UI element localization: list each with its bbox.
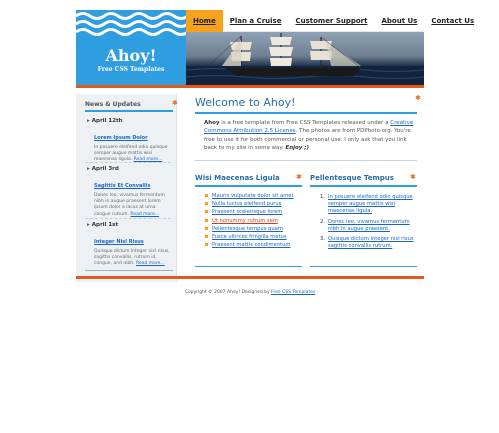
star-icon: ✱: [415, 94, 421, 102]
read-more-link[interactable]: Read more...: [130, 211, 160, 217]
list-number: 2.: [320, 218, 325, 225]
news-date: ▸ April 3rd: [87, 166, 171, 172]
news-item: [87, 118, 171, 164]
sidebar-title-underline: [85, 110, 173, 112]
license-link[interactable]: Creative Commons Attribution 2.5 License: [204, 120, 414, 135]
column-bottom-rule: [310, 266, 417, 267]
news-date: ▸ April 1st: [87, 222, 171, 228]
read-more-link[interactable]: Read more...: [136, 261, 165, 267]
link-list: [205, 192, 293, 249]
column-underline: [195, 185, 302, 187]
star-icon: ✱: [296, 173, 302, 181]
page-title: Welcome to Ahoy!: [195, 96, 296, 109]
column-title: Wisi Maecenas Ligula: [195, 174, 280, 182]
list-item[interactable]: [320, 236, 416, 250]
title-underline: [195, 112, 417, 114]
nav-contact-us[interactable]: Contact Us: [431, 17, 475, 25]
nav-customer-support[interactable]: Customer Support: [295, 17, 368, 25]
list-item[interactable]: [320, 194, 416, 216]
designer-link[interactable]: Free CSS Templates: [271, 290, 316, 295]
column-bottom-rule: [195, 266, 302, 267]
list-item-link[interactable]: Praesent mattis condimentum: [205, 241, 293, 249]
intro-text: . The photos are from PDPhoto.org. You're free to use it for both commercial or personal use. I only ask that you link back to my site in some way.: [204, 128, 411, 151]
news-item: [87, 222, 171, 268]
news-headline-link[interactable]: Sagittis Et Convallis: [94, 183, 151, 189]
news-headline-link[interactable]: Integer Nisl Risus: [94, 239, 144, 245]
news-divider: [85, 162, 171, 163]
news-date: ▸ April 12th: [87, 118, 171, 124]
header-divider: [76, 85, 424, 88]
logo-subtitle: Free CSS Templates: [97, 66, 165, 73]
main-nav: [186, 10, 475, 32]
copyright-text: Copyright © 2007 Ahoy! Designed by: [184, 290, 272, 295]
news-body: [94, 249, 171, 268]
news-body-text: Quisque dictum integer nisl risus, sagittis convallis, rutrum id, congue, and nibh.: [94, 249, 170, 267]
news-item: [87, 166, 171, 218]
section-separator: [195, 160, 417, 161]
list-item-link[interactable]: Ut nonummy rutrum sem: [205, 217, 293, 225]
read-more-link[interactable]: Read more...: [133, 157, 163, 163]
footer-divider: [76, 276, 424, 279]
list-item-link[interactable]: Quisque dictum integer nisl risus sagittis convallis rutrum.: [328, 236, 414, 250]
intro-enjoy: Enjoy ;): [285, 144, 310, 151]
nav-home[interactable]: Home: [186, 10, 223, 32]
column-title: Pellentesque Tempus: [310, 174, 394, 182]
nav-plan-a-cruise[interactable]: Plan a Cruise: [229, 17, 282, 25]
nav-about-us[interactable]: About Us: [381, 17, 418, 25]
logo[interactable]: [76, 10, 186, 85]
list-item-link[interactable]: In posuere eleifend odio quisque semper augue mattis wisi maecenas ligula.: [328, 194, 413, 215]
logo-title: Ahoy!: [105, 46, 157, 65]
list-number: 3.: [320, 236, 325, 243]
news-headline-link[interactable]: Lorem Ipsum Dolor: [94, 135, 148, 141]
copyright: [76, 290, 424, 295]
sailing-ship-icon: [186, 32, 424, 85]
sidebar-title: News & Updates: [85, 101, 141, 108]
sidebar-bottom-rule: [85, 270, 173, 271]
list-item-link[interactable]: Praesent scelerisque lorem: [205, 208, 293, 216]
star-icon: ✱: [410, 173, 416, 181]
news-body: [94, 193, 171, 218]
intro-paragraph: [204, 119, 414, 152]
news-body-text: In posuere eleifend odio quisque semper augue mattis wisi maecenas ligula.: [94, 145, 168, 163]
sidebar: [76, 94, 177, 282]
list-item[interactable]: [320, 219, 416, 233]
list-item-link[interactable]: Mauris vulputate dolor sit amet: [205, 192, 293, 200]
list-item-link[interactable]: Nulla luctus eleifend purus: [205, 200, 293, 208]
news-divider: [85, 218, 171, 219]
ship-banner-image: [186, 32, 424, 85]
column-underline: [310, 185, 417, 187]
list-number: 1.: [320, 194, 325, 200]
intro-brand: Ahoy: [204, 120, 220, 126]
list-item-link[interactable]: Fusce ultrices fringilla metus: [205, 233, 293, 241]
numbered-list: [320, 194, 416, 253]
page: [76, 10, 475, 295]
star-icon: ✱: [172, 99, 178, 107]
list-item-link[interactable]: Donec leo, vivamus fermentum nibh in augue praesent.: [328, 218, 410, 232]
header: [76, 10, 475, 85]
intro-text: is a free template from Free CSS Templates released under a: [219, 120, 391, 126]
news-body-text: Donec leo, vivamus fermentum nibh in augue praesent lorem ipsum dolor a lacus at urna congue rutrum.: [94, 193, 165, 217]
news-body: [94, 145, 171, 164]
list-item-link[interactable]: Pellentesque tempus quam: [205, 225, 293, 233]
